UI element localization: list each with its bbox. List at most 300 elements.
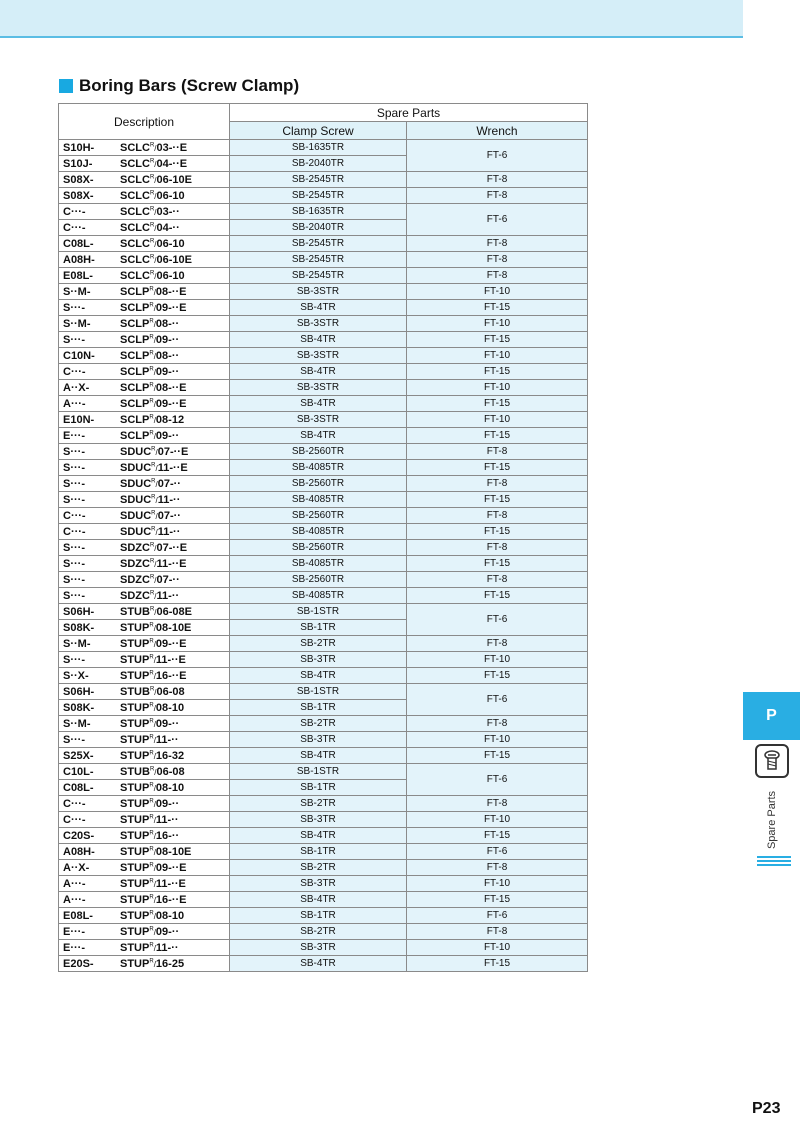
holder-code: SDUC	[120, 477, 152, 490]
size-code: 08-10E	[155, 621, 192, 634]
hand-divider: /	[153, 671, 156, 681]
table-row	[59, 204, 588, 220]
side-tab-label	[762, 788, 782, 852]
section-title	[59, 76, 299, 96]
description-cell	[59, 748, 230, 764]
table-row	[59, 636, 588, 652]
size-code: 09-··	[155, 429, 180, 442]
hand-mark: R	[149, 413, 154, 420]
table-row	[59, 300, 588, 316]
description-cell	[59, 700, 230, 716]
hand-divider: /	[154, 175, 157, 185]
table-row	[59, 764, 588, 780]
clamp-screw-cell: SB-3STR	[230, 412, 407, 428]
bar-prefix: S08X-	[63, 189, 94, 202]
clamp-screw-cell: SB-4TR	[230, 428, 407, 444]
wrench-cell: FT-8	[407, 636, 588, 652]
hand-divider: /	[153, 799, 156, 809]
wrench-cell: FT-8	[407, 860, 588, 876]
clamp-screw-cell: SB-4TR	[230, 332, 407, 348]
bar-prefix: C···-	[63, 797, 86, 810]
wrench-cell: FT-6	[407, 140, 588, 172]
hand-mark: R	[151, 493, 156, 500]
header-spare-parts: Spare Parts	[230, 104, 588, 122]
description-cell	[59, 684, 230, 700]
description-cell	[59, 940, 230, 956]
wrench-cell: FT-10	[407, 732, 588, 748]
hand-divider: /	[153, 927, 156, 937]
description-cell	[59, 844, 230, 860]
bar-prefix: C10L-	[63, 765, 94, 778]
bar-prefix: C···-	[63, 205, 86, 218]
clamp-screw-cell: SB-4TR	[230, 364, 407, 380]
hand-divider: /	[155, 511, 158, 521]
holder-code: SCLP	[120, 333, 150, 346]
wrench-cell: FT-8	[407, 172, 588, 188]
holder-code: STUB	[120, 765, 150, 778]
clamp-screw-cell: SB-3TR	[230, 940, 407, 956]
description-cell	[59, 412, 230, 428]
clamp-screw-cell: SB-2560TR	[230, 540, 407, 556]
description-cell	[59, 540, 230, 556]
clamp-screw-cell: SB-1TR	[230, 700, 407, 716]
hand-mark: R	[149, 205, 155, 212]
wrench-cell: FT-15	[407, 556, 588, 572]
table-row	[59, 444, 588, 460]
bar-prefix: E08L-	[63, 269, 93, 282]
hand-mark: R	[149, 253, 155, 260]
holder-code: STUP	[120, 893, 150, 906]
wrench-cell: FT-10	[407, 316, 588, 332]
hand-divider: /	[153, 719, 156, 729]
hand-mark: R	[151, 525, 156, 532]
description-cell	[59, 316, 230, 332]
hand-mark: R	[149, 141, 155, 148]
bar-prefix: E08L-	[63, 909, 93, 922]
size-code: 03-··	[156, 205, 180, 218]
hand-divider: /	[153, 367, 156, 377]
wrench-cell: FT-15	[407, 492, 588, 508]
hand-mark: R	[149, 557, 155, 564]
hand-mark: R	[149, 573, 155, 580]
side-tab-label-text: Spare Parts	[766, 790, 778, 850]
hand-divider: /	[153, 815, 156, 825]
description-cell	[59, 156, 230, 172]
size-code: 16-··	[155, 829, 180, 842]
clamp-screw-cell: SB-4TR	[230, 396, 407, 412]
size-code: 11-··E	[155, 653, 186, 666]
description-cell	[59, 476, 230, 492]
holder-code: SCLC	[120, 141, 150, 154]
clamp-screw-cell: SB-1STR	[230, 684, 407, 700]
bar-prefix: S10J-	[63, 157, 93, 170]
bar-prefix: S··X-	[63, 669, 89, 682]
hand-mark: R	[149, 285, 154, 292]
table-row	[59, 956, 588, 972]
table-row	[59, 588, 588, 604]
hand-mark: R	[149, 813, 154, 820]
hand-mark: R	[149, 765, 155, 772]
hand-mark: R	[149, 653, 154, 660]
table-row	[59, 492, 588, 508]
bar-prefix: S···-	[63, 541, 85, 554]
clamp-screw-cell: SB-3TR	[230, 812, 407, 828]
description-cell	[59, 396, 230, 412]
hand-mark: R	[149, 925, 154, 932]
holder-code: SCLP	[120, 397, 150, 410]
hand-divider: /	[153, 895, 156, 905]
hand-divider: /	[154, 207, 157, 217]
description-cell	[59, 444, 230, 460]
table-row	[59, 540, 588, 556]
description-cell	[59, 204, 230, 220]
wrench-cell: FT-15	[407, 748, 588, 764]
wrench-cell: FT-8	[407, 188, 588, 204]
holder-code: STUP	[120, 925, 150, 938]
bar-prefix: S···-	[63, 733, 85, 746]
size-code: 16-··E	[155, 669, 187, 682]
holder-code: SCLC	[120, 253, 150, 266]
table-row	[59, 268, 588, 284]
wrench-cell: FT-15	[407, 428, 588, 444]
hand-divider: /	[154, 607, 157, 617]
hand-divider: /	[154, 271, 157, 281]
table-row	[59, 924, 588, 940]
wrench-cell: FT-10	[407, 284, 588, 300]
wrench-cell: FT-10	[407, 412, 588, 428]
clamp-screw-cell: SB-2TR	[230, 796, 407, 812]
table-row	[59, 284, 588, 300]
title-square-icon	[59, 79, 73, 93]
bar-prefix: A08H-	[63, 253, 95, 266]
table-row	[59, 508, 588, 524]
clamp-screw-cell: SB-1TR	[230, 620, 407, 636]
clamp-screw-cell: SB-2560TR	[230, 476, 407, 492]
wrench-cell: FT-8	[407, 252, 588, 268]
hand-divider: /	[155, 527, 158, 537]
description-cell	[59, 876, 230, 892]
holder-code: SCLP	[120, 301, 150, 314]
wrench-cell: FT-8	[407, 476, 588, 492]
holder-code: SCLP	[120, 429, 150, 442]
bar-prefix: S···-	[63, 493, 85, 506]
size-code: 08-··E	[155, 381, 187, 394]
section-title-text: Boring Bars (Screw Clamp)	[79, 76, 300, 95]
size-code: 07-··	[157, 509, 181, 522]
holder-code: SCLP	[120, 285, 150, 298]
holder-code: STUP	[120, 669, 150, 682]
description-cell	[59, 284, 230, 300]
size-code: 06-10	[156, 189, 185, 202]
clamp-screw-cell: SB-1635TR	[230, 140, 407, 156]
bar-prefix: S··M-	[63, 717, 91, 730]
hand-mark: R	[149, 909, 154, 916]
table-row	[59, 748, 588, 764]
wrench-cell: FT-15	[407, 956, 588, 972]
size-code: 08-10	[155, 781, 185, 794]
table-row	[59, 892, 588, 908]
clamp-screw-cell: SB-4TR	[230, 748, 407, 764]
hand-mark: R	[149, 349, 154, 356]
hand-divider: /	[154, 191, 157, 201]
clamp-screw-cell: SB-1STR	[230, 604, 407, 620]
table-row	[59, 668, 588, 684]
table-row	[59, 364, 588, 380]
table-row	[59, 572, 588, 588]
wrench-cell: FT-10	[407, 348, 588, 364]
hand-mark: R	[149, 797, 154, 804]
description-cell	[59, 524, 230, 540]
size-code: 03-··E	[156, 141, 188, 154]
table-row	[59, 908, 588, 924]
holder-code: SDZC	[120, 573, 150, 586]
hand-divider: /	[153, 703, 156, 713]
bar-prefix: S10H-	[63, 141, 95, 154]
clamp-screw-cell: SB-3STR	[230, 380, 407, 396]
description-cell	[59, 332, 230, 348]
hand-mark: R	[151, 445, 156, 452]
bar-prefix: A···-	[63, 877, 86, 890]
size-code: 07-··E	[157, 445, 189, 458]
description-cell	[59, 492, 230, 508]
description-cell	[59, 652, 230, 668]
clamp-screw-cell: SB-2545TR	[230, 252, 407, 268]
size-code: 11-··	[155, 733, 179, 746]
table-row	[59, 556, 588, 572]
table-row	[59, 332, 588, 348]
hand-mark: R	[149, 957, 154, 964]
wrench-cell: FT-8	[407, 508, 588, 524]
hand-mark: R	[149, 333, 154, 340]
bar-prefix: E10N-	[63, 413, 95, 426]
bar-prefix: S06H-	[63, 685, 95, 698]
clamp-screw-cell: SB-1TR	[230, 908, 407, 924]
clamp-screw-cell: SB-3TR	[230, 652, 407, 668]
wrench-cell: FT-15	[407, 460, 588, 476]
clamp-screw-cell: SB-3TR	[230, 876, 407, 892]
table-row	[59, 380, 588, 396]
wrench-cell: FT-6	[407, 684, 588, 716]
hand-divider: /	[153, 431, 156, 441]
hand-divider: /	[153, 751, 156, 761]
holder-code: STUP	[120, 717, 150, 730]
description-cell	[59, 764, 230, 780]
table-row	[59, 604, 588, 620]
holder-code: SCLC	[120, 237, 150, 250]
holder-code: SCLC	[120, 189, 150, 202]
size-code: 06-10	[156, 237, 185, 250]
bar-prefix: S···-	[63, 589, 85, 602]
size-code: 11-··	[157, 493, 181, 506]
table-row	[59, 252, 588, 268]
hand-mark: R	[149, 637, 154, 644]
holder-code: STUP	[120, 733, 150, 746]
hand-mark: R	[149, 861, 154, 868]
table-row	[59, 844, 588, 860]
hand-divider: /	[154, 543, 157, 553]
size-code: 09-··	[155, 797, 180, 810]
size-code: 09-··E	[155, 397, 187, 410]
section-tab-p: P	[743, 692, 800, 740]
size-code: 11-··E	[156, 557, 187, 570]
hand-divider: /	[154, 223, 157, 233]
header-clamp-screw: Clamp Screw	[230, 122, 407, 140]
hand-divider: /	[153, 783, 156, 793]
hand-divider: /	[154, 255, 157, 265]
size-code: 09-··E	[155, 637, 187, 650]
bar-prefix: A···-	[63, 893, 86, 906]
description-cell	[59, 428, 230, 444]
wrench-cell: FT-6	[407, 844, 588, 860]
description-cell	[59, 140, 230, 156]
size-code: 06-08E	[156, 605, 193, 618]
bar-prefix: S···-	[63, 445, 85, 458]
description-cell	[59, 300, 230, 316]
holder-code: SCLC	[120, 157, 150, 170]
wrench-cell: FT-8	[407, 796, 588, 812]
hand-mark: R	[149, 381, 154, 388]
size-code: 16-32	[155, 749, 185, 762]
hand-mark: R	[149, 221, 155, 228]
clamp-screw-cell: SB-1TR	[230, 780, 407, 796]
description-cell	[59, 924, 230, 940]
bar-prefix: E···-	[63, 925, 85, 938]
size-code: 08-10	[155, 701, 185, 714]
holder-code: SDUC	[120, 461, 152, 474]
description-cell	[59, 716, 230, 732]
hand-divider: /	[153, 959, 156, 969]
holder-code: STUP	[120, 957, 150, 970]
table-row	[59, 732, 588, 748]
table-row	[59, 412, 588, 428]
clamp-screw-cell: SB-2TR	[230, 924, 407, 940]
table-row	[59, 876, 588, 892]
holder-code: STUP	[120, 909, 150, 922]
hand-divider: /	[153, 623, 156, 633]
clamp-screw-cell: SB-2TR	[230, 716, 407, 732]
hand-divider: /	[154, 767, 157, 777]
description-cell	[59, 620, 230, 636]
hand-divider: /	[155, 463, 158, 473]
description-cell	[59, 364, 230, 380]
clamp-screw-cell: SB-2TR	[230, 860, 407, 876]
hand-mark: R	[149, 845, 154, 852]
description-cell	[59, 780, 230, 796]
clamp-screw-cell: SB-2545TR	[230, 236, 407, 252]
hand-mark: R	[149, 829, 154, 836]
hand-mark: R	[149, 621, 154, 628]
description-cell	[59, 460, 230, 476]
size-code: 08-12	[155, 413, 185, 426]
hand-mark: R	[149, 317, 154, 324]
hand-divider: /	[153, 831, 156, 841]
wrench-cell: FT-8	[407, 924, 588, 940]
bar-prefix: S···-	[63, 557, 85, 570]
holder-code: STUP	[120, 781, 150, 794]
clamp-screw-cell: SB-2560TR	[230, 444, 407, 460]
hand-divider: /	[153, 287, 156, 297]
table-row	[59, 460, 588, 476]
hand-mark: R	[149, 701, 154, 708]
holder-code: SDZC	[120, 557, 150, 570]
description-cell	[59, 236, 230, 252]
holder-code: SDUC	[120, 509, 152, 522]
description-cell	[59, 572, 230, 588]
description-cell	[59, 956, 230, 972]
table-row	[59, 348, 588, 364]
holder-code: STUP	[120, 829, 150, 842]
description-cell	[59, 908, 230, 924]
description-cell	[59, 172, 230, 188]
table-row	[59, 396, 588, 412]
hand-divider: /	[155, 447, 158, 457]
holder-code: SDUC	[120, 493, 152, 506]
hand-divider: /	[153, 399, 156, 409]
size-code: 08-10	[155, 909, 185, 922]
size-code: 11-··	[157, 525, 181, 538]
table-row	[59, 524, 588, 540]
clamp-screw-cell: SB-2TR	[230, 636, 407, 652]
size-code: 06-08	[156, 765, 185, 778]
description-cell	[59, 348, 230, 364]
size-code: 09-··E	[155, 861, 187, 874]
header-description: Description	[59, 104, 230, 140]
description-cell	[59, 732, 230, 748]
holder-code: STUP	[120, 621, 150, 634]
table-row	[59, 316, 588, 332]
description-cell	[59, 636, 230, 652]
hand-divider: /	[153, 639, 156, 649]
size-code: 11-··	[155, 941, 179, 954]
hand-mark: R	[149, 269, 155, 276]
clamp-screw-cell: SB-4TR	[230, 892, 407, 908]
table-row	[59, 188, 588, 204]
size-code: 06-10E	[156, 253, 193, 266]
hand-mark: R	[149, 749, 154, 756]
hand-mark: R	[149, 685, 155, 692]
table-row	[59, 812, 588, 828]
hand-mark: R	[151, 477, 156, 484]
clamp-screw-cell: SB-1STR	[230, 764, 407, 780]
description-cell	[59, 892, 230, 908]
holder-code: STUP	[120, 941, 150, 954]
table-row	[59, 652, 588, 668]
holder-code: STUP	[120, 653, 150, 666]
bar-prefix: S···-	[63, 333, 85, 346]
hand-mark: R	[149, 733, 154, 740]
size-code: 06-10	[156, 269, 185, 282]
table-row	[59, 860, 588, 876]
table-row	[59, 428, 588, 444]
holder-code: SDUC	[120, 445, 152, 458]
spare-parts-table	[58, 103, 588, 972]
clamp-screw-cell: SB-4085TR	[230, 492, 407, 508]
wrench-cell: FT-15	[407, 300, 588, 316]
bar-prefix: E···-	[63, 941, 85, 954]
size-code: 16-25	[155, 957, 185, 970]
clamp-screw-cell: SB-1TR	[230, 844, 407, 860]
wrench-cell: FT-15	[407, 588, 588, 604]
header-wrench: Wrench	[407, 122, 588, 140]
table-row	[59, 828, 588, 844]
table-row	[59, 716, 588, 732]
bar-prefix: E20S-	[63, 957, 94, 970]
description-cell	[59, 556, 230, 572]
hand-divider: /	[154, 159, 157, 169]
wrench-cell: FT-15	[407, 828, 588, 844]
description-cell	[59, 668, 230, 684]
hand-divider: /	[153, 911, 156, 921]
